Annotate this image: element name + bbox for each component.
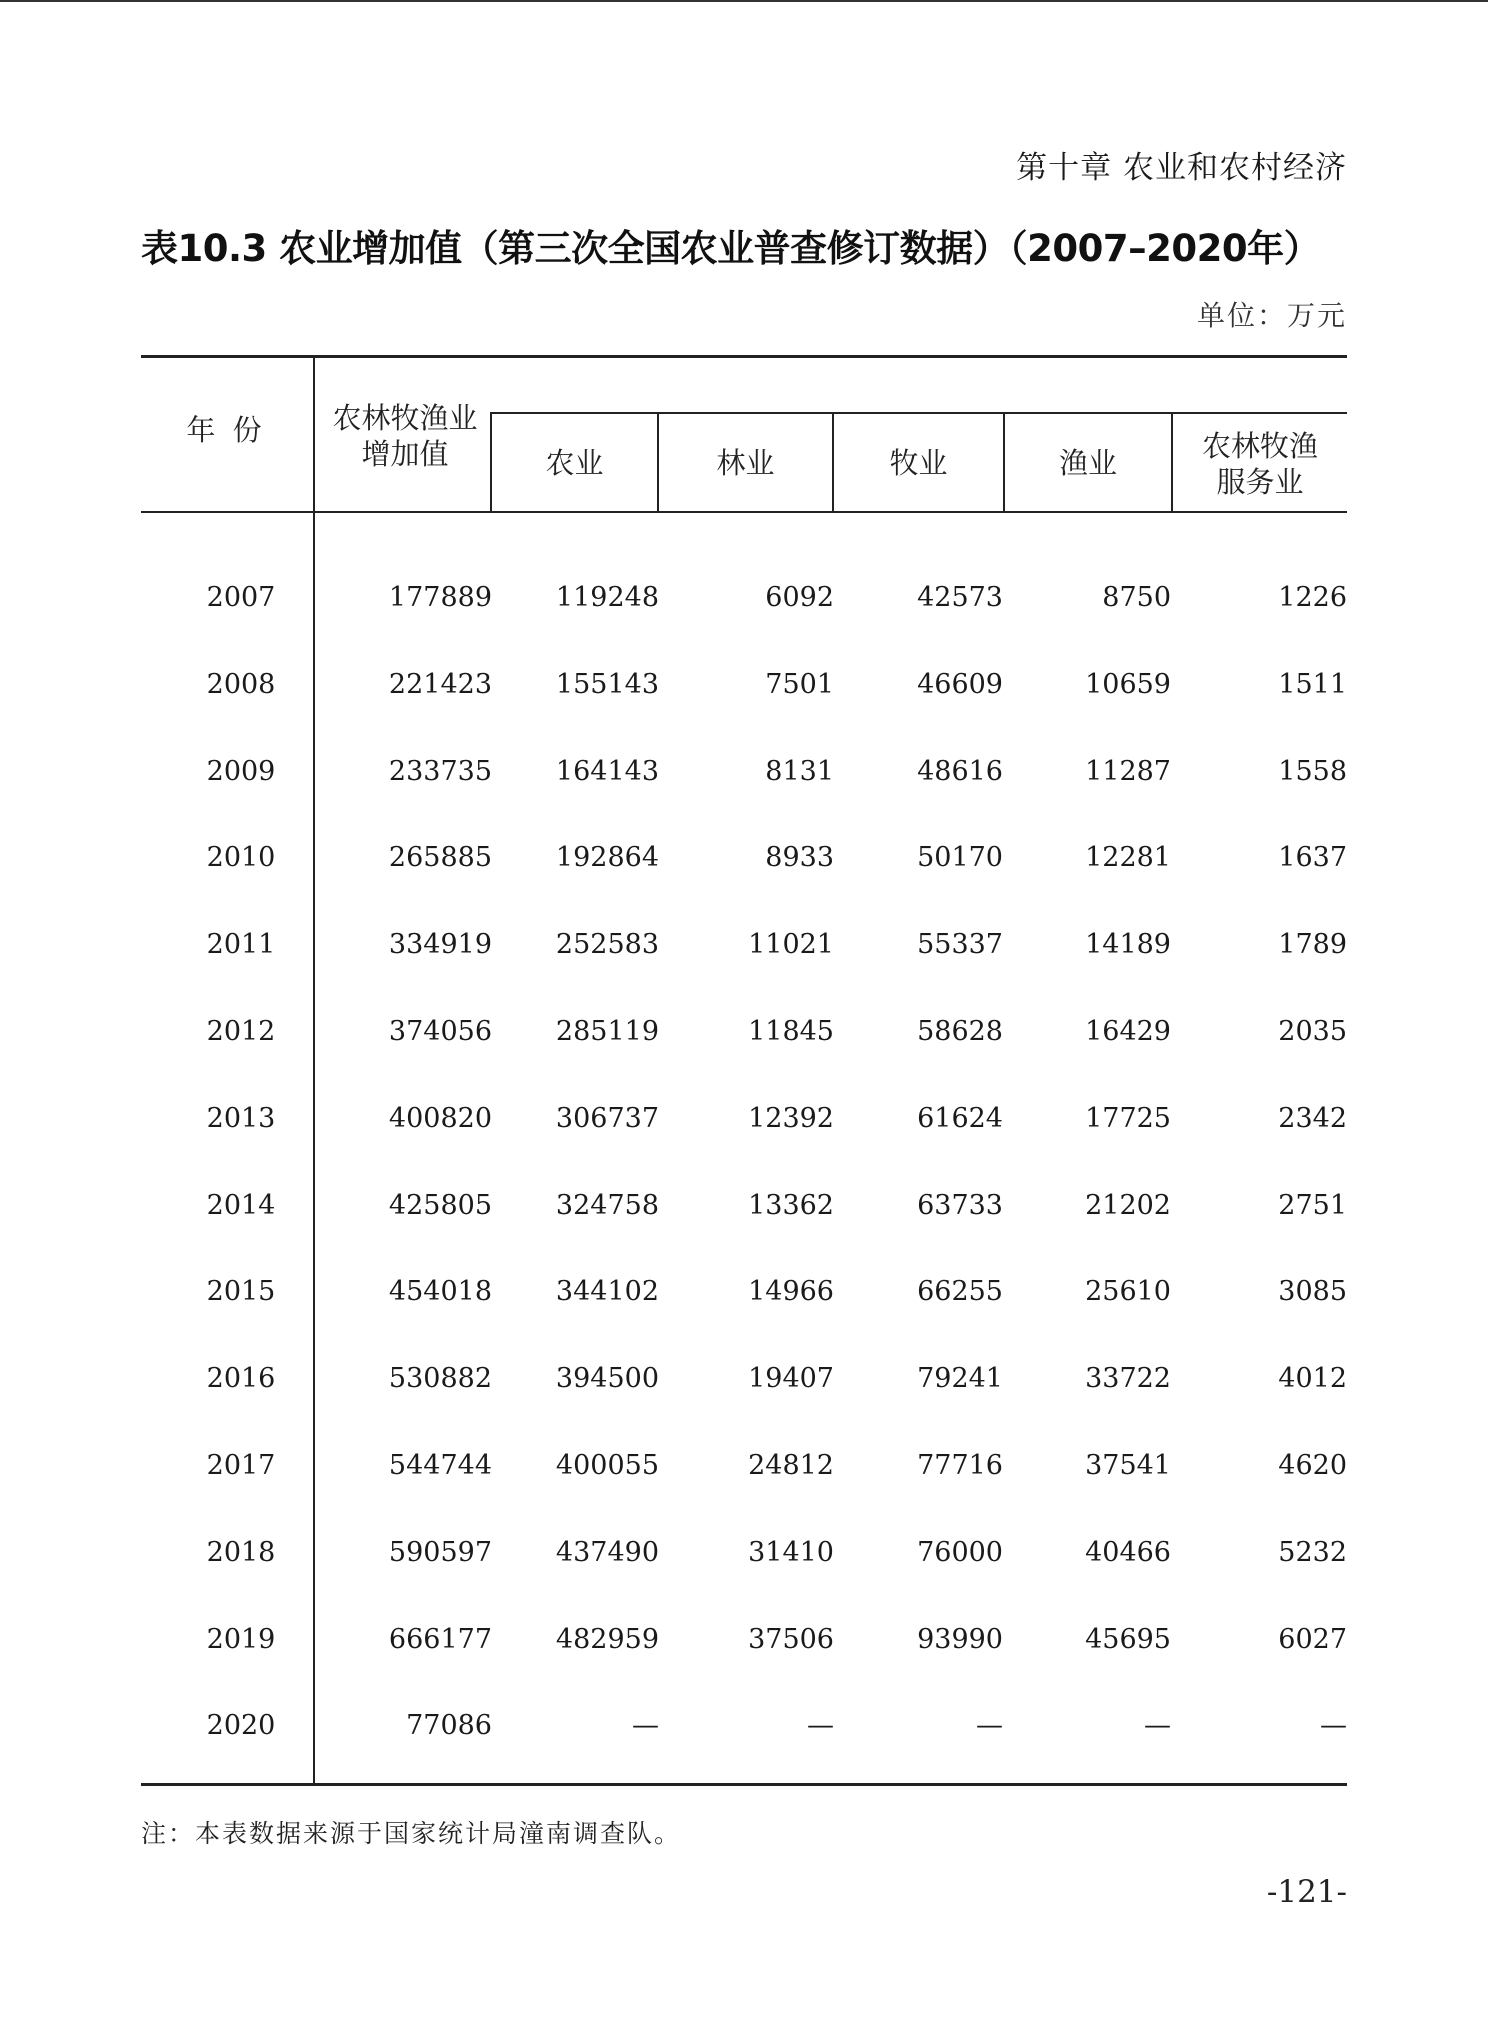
year-cell: 2017 — [206, 1450, 276, 1481]
year-cell: 2010 — [206, 842, 276, 873]
table-bottom-rule — [141, 1783, 1347, 1786]
value-cell-agriculture: 119248 — [555, 582, 659, 613]
value-cell-agriculture: 285119 — [555, 1016, 659, 1047]
value-cell-total: 400820 — [388, 1103, 492, 1134]
value-cell-fishery: — — [1144, 1710, 1171, 1741]
value-cell-services: 6027 — [1278, 1624, 1347, 1655]
value-cell-forestry: 8131 — [765, 756, 834, 787]
value-cell-animal-husbandry: 79241 — [917, 1363, 1003, 1394]
value-cell-animal-husbandry: 93990 — [917, 1624, 1003, 1655]
value-cell-total: 530882 — [388, 1363, 492, 1394]
header-agriculture-label: 农业 — [545, 446, 604, 480]
header-forestry — [659, 428, 832, 498]
header-forestry-label: 林业 — [716, 446, 775, 480]
value-cell-fishery: 17725 — [1085, 1103, 1171, 1134]
value-cell-agriculture: 252583 — [555, 929, 659, 960]
value-cell-agriculture: 482959 — [555, 1624, 659, 1655]
value-cell-agriculture: — — [632, 1710, 659, 1741]
page-top-border — [0, 0, 1488, 2]
header-year-label: 年 份 — [186, 413, 266, 447]
value-cell-forestry: 14966 — [748, 1276, 834, 1307]
year-cell: 2008 — [206, 669, 276, 700]
value-cell-forestry: 24812 — [748, 1450, 834, 1481]
header-year — [141, 400, 311, 460]
unit-label: 单位：万元 — [1196, 299, 1347, 332]
value-cell-fishery: 40466 — [1085, 1537, 1171, 1568]
value-cell-fishery: 25610 — [1085, 1276, 1171, 1307]
year-cell: 2011 — [206, 929, 276, 960]
year-cell: 2016 — [206, 1363, 276, 1394]
value-cell-agriculture: 155143 — [555, 669, 659, 700]
value-cell-forestry: 37506 — [748, 1624, 834, 1655]
value-cell-animal-husbandry: 50170 — [917, 842, 1003, 873]
value-cell-services: 1511 — [1278, 669, 1347, 700]
table-title: 表10.3 农业增加值（第三次全国农业普查修订数据）（2007–2020年） — [141, 227, 1321, 270]
value-cell-agriculture: 164143 — [555, 756, 659, 787]
header-total-line-1: 农林牧渔业 — [332, 401, 478, 435]
value-cell-animal-husbandry: 48616 — [917, 756, 1003, 787]
value-cell-total: 454018 — [388, 1276, 492, 1307]
value-cell-services: 4012 — [1278, 1363, 1347, 1394]
value-cell-fishery: 14189 — [1085, 929, 1171, 960]
value-cell-total: 177889 — [388, 582, 492, 613]
value-cell-forestry: 12392 — [748, 1103, 834, 1134]
value-cell-agriculture: 344102 — [555, 1276, 659, 1307]
value-cell-animal-husbandry: 63733 — [917, 1190, 1003, 1221]
header-total — [315, 396, 495, 476]
year-column-divider — [313, 355, 315, 1785]
value-cell-animal-husbandry: — — [976, 1710, 1003, 1741]
value-cell-forestry: 11021 — [748, 929, 834, 960]
value-cell-animal-husbandry: 77716 — [917, 1450, 1003, 1481]
value-cell-fishery: 8750 — [1102, 582, 1171, 613]
header-animal-husbandry-label: 牧业 — [889, 446, 948, 480]
value-cell-forestry: 8933 — [765, 842, 834, 873]
year-cell: 2009 — [206, 756, 276, 787]
value-cell-agriculture: 192864 — [555, 842, 659, 873]
value-cell-services: 2342 — [1278, 1103, 1347, 1134]
year-cell: 2013 — [206, 1103, 276, 1134]
value-cell-fishery: 21202 — [1085, 1190, 1171, 1221]
year-cell: 2018 — [206, 1537, 276, 1568]
header-services-line-1: 农林牧渔 — [1201, 429, 1318, 463]
value-cell-animal-husbandry: 46609 — [917, 669, 1003, 700]
value-cell-agriculture: 306737 — [555, 1103, 659, 1134]
value-cell-services: 1558 — [1278, 756, 1347, 787]
value-cell-services: 3085 — [1278, 1276, 1347, 1307]
value-cell-fishery: 11287 — [1085, 756, 1171, 787]
value-cell-total: 544744 — [388, 1450, 492, 1481]
value-cell-forestry: 19407 — [748, 1363, 834, 1394]
value-cell-fishery: 37541 — [1085, 1450, 1171, 1481]
value-cell-animal-husbandry: 58628 — [917, 1016, 1003, 1047]
value-cell-agriculture: 437490 — [555, 1537, 659, 1568]
value-cell-total: 425805 — [388, 1190, 492, 1221]
header-services-line-2: 服务业 — [1216, 465, 1304, 499]
value-cell-total: 666177 — [388, 1624, 492, 1655]
value-cell-services: 1637 — [1278, 842, 1347, 873]
year-cell: 2015 — [206, 1276, 276, 1307]
value-cell-animal-husbandry: 55337 — [917, 929, 1003, 960]
value-cell-services: 1226 — [1278, 582, 1347, 613]
value-cell-total: 265885 — [388, 842, 492, 873]
value-cell-fishery: 16429 — [1085, 1016, 1171, 1047]
subheader-top-rule — [491, 412, 1347, 414]
header-total-line-2: 增加值 — [361, 437, 449, 471]
header-animal-husbandry — [834, 428, 1003, 498]
value-cell-forestry: 13362 — [748, 1190, 834, 1221]
value-cell-fishery: 33722 — [1085, 1363, 1171, 1394]
year-cell: 2014 — [206, 1190, 276, 1221]
table-top-rule — [141, 355, 1347, 358]
value-cell-forestry: 6092 — [765, 582, 834, 613]
chapter-heading: 第十章 农业和农村经济 — [1016, 150, 1347, 186]
year-cell: 2012 — [206, 1016, 276, 1047]
header-fishery — [1005, 428, 1171, 498]
value-cell-fishery: 12281 — [1085, 842, 1171, 873]
value-cell-forestry: 11845 — [748, 1016, 834, 1047]
value-cell-services: 5232 — [1278, 1537, 1347, 1568]
value-cell-services: — — [1320, 1710, 1347, 1741]
value-cell-total: 77086 — [406, 1710, 492, 1741]
page-number: -121- — [1266, 1874, 1347, 1910]
value-cell-animal-husbandry: 42573 — [917, 582, 1003, 613]
value-cell-animal-husbandry: 76000 — [917, 1537, 1003, 1568]
value-cell-total: 334919 — [388, 929, 492, 960]
value-cell-services: 2751 — [1278, 1190, 1347, 1221]
header-fishery-label: 渔业 — [1058, 446, 1117, 480]
value-cell-animal-husbandry: 61624 — [917, 1103, 1003, 1134]
year-cell: 2020 — [206, 1710, 276, 1741]
value-cell-agriculture: 394500 — [555, 1363, 659, 1394]
source-note: 注：本表数据来源于国家统计局潼南调查队。 — [141, 1819, 682, 1848]
value-cell-forestry: 31410 — [748, 1537, 834, 1568]
value-cell-total: 233735 — [388, 756, 492, 787]
value-cell-forestry: 7501 — [765, 669, 834, 700]
value-cell-services: 1789 — [1278, 929, 1347, 960]
value-cell-services: 4620 — [1278, 1450, 1347, 1481]
value-cell-total: 221423 — [388, 669, 492, 700]
header-services — [1173, 424, 1347, 504]
value-cell-forestry: — — [807, 1710, 834, 1741]
value-cell-fishery: 45695 — [1085, 1624, 1171, 1655]
value-cell-services: 2035 — [1278, 1016, 1347, 1047]
value-cell-agriculture: 324758 — [555, 1190, 659, 1221]
header-bottom-rule — [141, 511, 1347, 513]
value-cell-fishery: 10659 — [1085, 669, 1171, 700]
year-cell: 2007 — [206, 582, 276, 613]
value-cell-animal-husbandry: 66255 — [917, 1276, 1003, 1307]
header-agriculture — [492, 428, 657, 498]
value-cell-agriculture: 400055 — [555, 1450, 659, 1481]
value-cell-total: 374056 — [388, 1016, 492, 1047]
year-cell: 2019 — [206, 1624, 276, 1655]
value-cell-total: 590597 — [388, 1537, 492, 1568]
